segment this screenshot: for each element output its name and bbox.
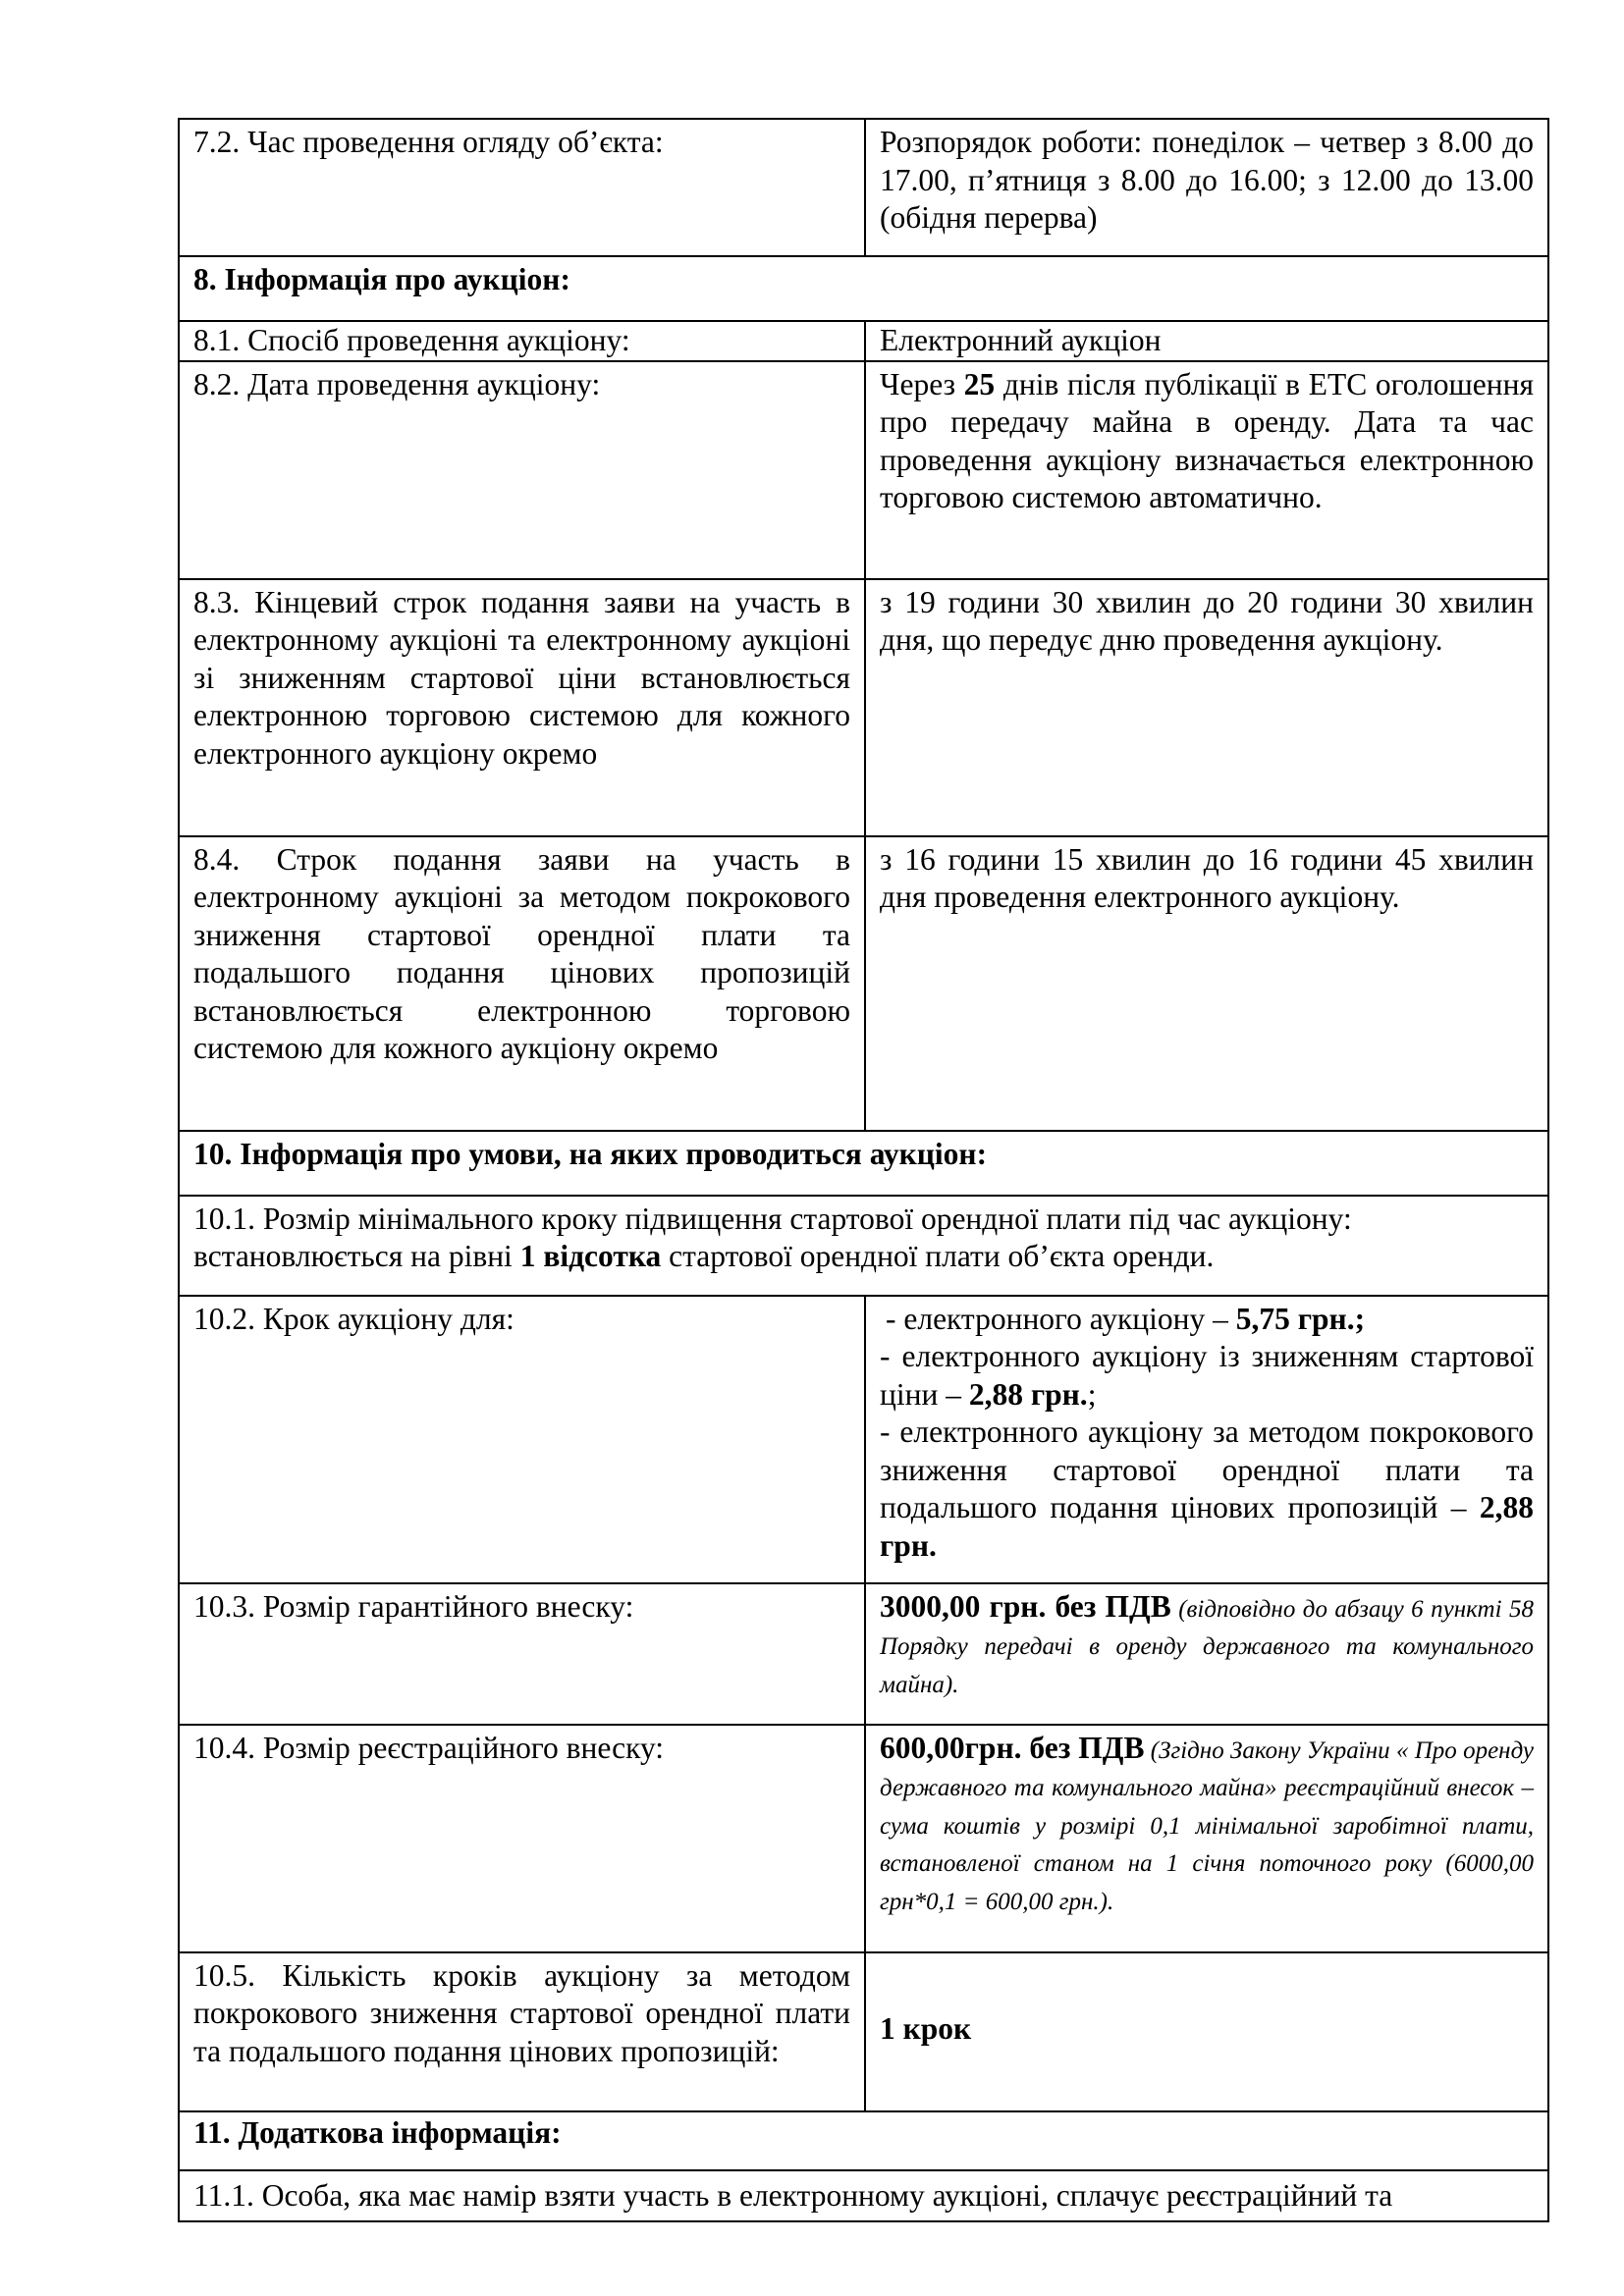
step-item-2-text: - електронного аукціону із зниженням стартової ціни – bbox=[880, 1339, 1534, 1412]
label-8-3: 8.3. Кінцевий строк подання заяви на участь в електронному аукціоні та електронному аукціоні зі зниженням стартової ціни встановлюється електронною торговою системою для кожного електронного аукціону окремо bbox=[179, 579, 865, 836]
label-7-2: 7.2. Час проведення огляду об’єкта: bbox=[179, 119, 865, 256]
value-10-4 bbox=[865, 1725, 1548, 1952]
step-item-1-text: - електронного аукціону – bbox=[886, 1301, 1236, 1336]
step-item-2-post: ; bbox=[1087, 1376, 1097, 1412]
row-11-1 bbox=[179, 2170, 1548, 2221]
label-10-2: 10.2. Крок аукціону для: bbox=[179, 1296, 865, 1583]
row-7-2 bbox=[179, 119, 1548, 256]
row-8-2 bbox=[179, 361, 1548, 579]
step-item-3-text: - електронного аукціону за методом покрокового зниження стартової орендної плати та подальшого подання цінових пропозицій – bbox=[880, 1415, 1534, 1524]
label-8-2: 8.2. Дата проведення аукціону: bbox=[179, 361, 865, 579]
value-10-3-note: (відповідно до абзацу 6 пункті 58 Порядку передачі в оренду державного та комунального майна). bbox=[880, 1595, 1535, 1698]
auction-info-table bbox=[178, 118, 1549, 2222]
text-10-1-post: стартової орендної плати об’єкта оренди. bbox=[661, 1239, 1215, 1273]
value-8-2-post: днів після публікації в ЕТС оголошення про передачу майна в оренду. Дата та час проведення аукціону визначається електронною торговою системою автоматично. bbox=[880, 366, 1534, 514]
section-10-header bbox=[179, 1131, 1548, 1196]
value-10-2 bbox=[865, 1296, 1548, 1583]
step-item-1 bbox=[880, 1301, 1534, 1339]
row-8-3 bbox=[179, 579, 1548, 836]
row-10-1 bbox=[179, 1196, 1548, 1296]
section-11-title: 11. Додаткова інформація: bbox=[179, 2111, 1548, 2170]
row-8-4 bbox=[179, 836, 1548, 1131]
value-8-3: з 19 години 30 хвилин до 20 години 30 хвилин дня, що передує дню проведення аукціону. bbox=[865, 579, 1548, 836]
value-8-4: з 16 години 15 хвилин до 16 години 45 хвилин дня проведення електронного аукціону. bbox=[865, 836, 1548, 1131]
value-8-2 bbox=[865, 361, 1548, 579]
value-10-3 bbox=[865, 1583, 1548, 1725]
value-10-4-amount: 600,00грн. без ПДВ bbox=[880, 1730, 1145, 1765]
text-11-1: 11.1. Особа, яка має намір взяти участь в електронному аукціоні, сплачує реєстраційний та bbox=[179, 2170, 1548, 2221]
row-8-1 bbox=[179, 321, 1548, 361]
value-8-2-pre: Через bbox=[880, 366, 964, 401]
value-10-5: 1 крок bbox=[865, 1952, 1548, 2111]
row-10-5 bbox=[179, 1952, 1548, 2111]
step-item-3-amount: 2,88 грн. bbox=[880, 1490, 1534, 1563]
section-8-header bbox=[179, 256, 1548, 321]
label-10-5: 10.5. Кількість кроків аукціону за методом покрокового зниження стартової орендної плати та подальшого подання цінових пропозицій: bbox=[179, 1952, 865, 2111]
label-10-4: 10.4. Розмір реєстраційного внеску: bbox=[179, 1725, 865, 1952]
step-item-1-amount: 5,75 грн.; bbox=[1235, 1301, 1366, 1336]
text-10-1 bbox=[179, 1196, 1548, 1296]
text-10-1-percent: 1 відсотка bbox=[519, 1239, 662, 1273]
text-10-1-pre: 10.1. Розмір мінімального кроку підвищення стартової орендної плати під час аукціону: встановлюється на рівні bbox=[193, 1201, 1352, 1273]
label-8-1: 8.1. Спосіб проведення аукціону: bbox=[179, 321, 865, 361]
value-8-1: Електронний аукціон bbox=[865, 321, 1548, 361]
step-item-2 bbox=[880, 1338, 1534, 1414]
value-10-4-note: (Згідно Закону України « Про оренду державного та комунального майна» реєстраційний внесок – сума коштів у розмірі 0,1 мінімальної заробітної плати, встановленої станом на 1 січня поточного року (6000,00 грн*0,1 = 600,00 грн.). bbox=[880, 1736, 1534, 1915]
label-8-4: 8.4. Строк подання заяви на участь в електронному аукціоні за методом покрокового зниження стартової орендної плати та подальшого подання цінових пропозицій встановлюється електронною торговою системою для кожного аукціону окремо bbox=[179, 836, 865, 1131]
value-8-2-days: 25 bbox=[963, 366, 996, 401]
value-7-2: Розпорядок роботи: понеділок – четвер з 8.00 до 17.00, п’ятниця з 8.00 до 16.00; з 12.00 до 13.00 (обідня перерва) bbox=[865, 119, 1548, 256]
label-10-3: 10.3. Розмір гарантійного внеску: bbox=[179, 1583, 865, 1725]
row-10-4 bbox=[179, 1725, 1548, 1952]
row-10-3 bbox=[179, 1583, 1548, 1725]
step-item-2-amount: 2,88 грн. bbox=[968, 1376, 1088, 1412]
step-item-3 bbox=[880, 1414, 1534, 1565]
section-11-header bbox=[179, 2111, 1548, 2170]
row-10-2 bbox=[179, 1296, 1548, 1583]
value-10-3-amount: 3000,00 грн. без ПДВ bbox=[880, 1588, 1171, 1624]
section-10-title: 10. Інформація про умови, на яких проводиться аукціон: bbox=[179, 1131, 1548, 1196]
section-8-title: 8. Інформація про аукціон: bbox=[179, 256, 1548, 321]
